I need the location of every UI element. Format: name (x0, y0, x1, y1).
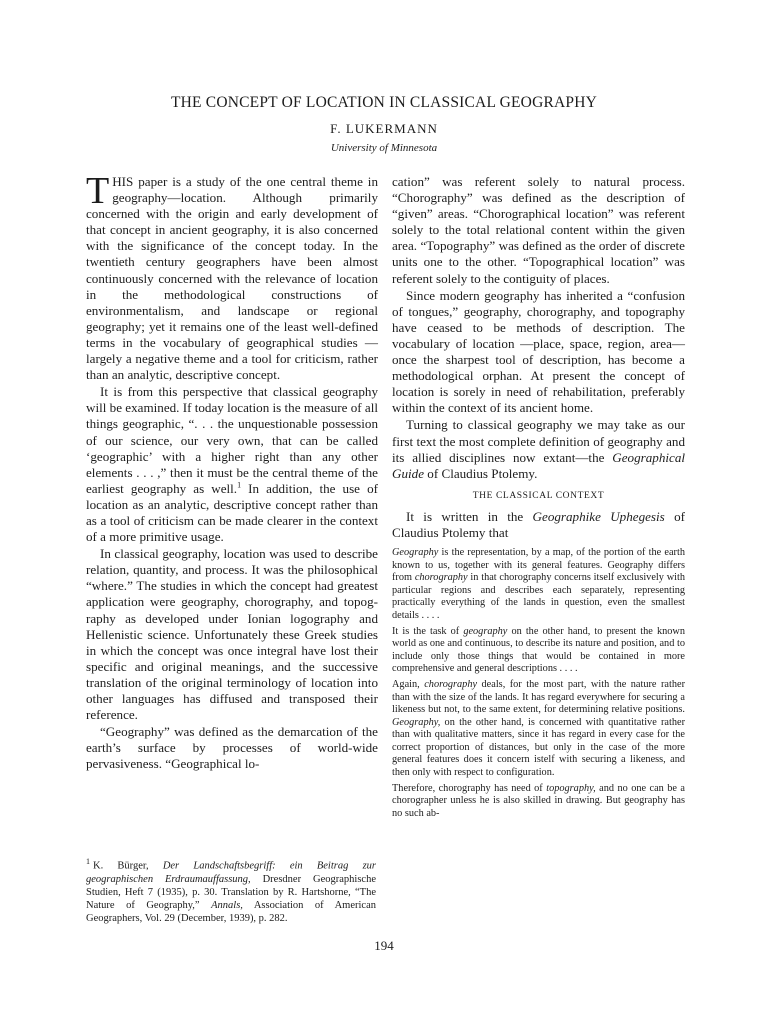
drop-cap: T (86, 170, 110, 212)
quote-text: in that chorography concerns itself exclusively with particular regions and describes each separately, representing practically everything of the lands in question, even the smallest details . . . . (392, 572, 686, 621)
footnote (86, 855, 376, 925)
body-paragraph: In classical geography, location was used to describe relation, quantity, and process. It was the philosophical “where.” The studies in which the concept had greatest application were geography, chorography, and topography as developed under Ionian logography and Hellenistic science. Unfortunately these Greek studies in which the concept was once integral have lost their specific and original meanings, and the successive translation of the original terminology of location into other languages has diffused and transposed their reference. (86, 546, 378, 723)
quote-text: deals, for the most part, with the nature rather than with the size of the lands. It has regard everywhere for securing a likeness but not, to the same extent, for determining relative positions. (392, 678, 686, 716)
body-paragraph: cation” was referent solely to natural process. “Chorography” was defined as the description of “given” areas. “Chorographical location” was referent solely to the total relational content within the given area. “Topography” was defined as the order of discrete units one to the other. “Topographical location” was referent solely to the contiguity of places. (392, 174, 685, 286)
paragraph-text: It is written in the (406, 508, 533, 524)
italic-term: geography (463, 625, 508, 637)
section-heading: THE CLASSICAL CONTEXT (472, 490, 605, 501)
italic-term: chorography (424, 678, 478, 690)
quote-paragraph (392, 679, 685, 780)
footnote-text: Association of American Geographers, Vol. 29 (December, 1939), p. 282. (86, 899, 376, 924)
quote-text: Again, (392, 678, 425, 690)
italic-title: Geographical Guide (392, 449, 685, 481)
paragraph-text: of Claudius Ptolemy that (392, 508, 685, 540)
right-column (392, 174, 685, 823)
footnote-number: 1 (86, 857, 90, 866)
quote-paragraph (392, 626, 685, 676)
footnote-text: Dresdner Geographische Studien, Heft 7 (1935), p. 30. Translation by R. Hartshorne, “The Nature of Geography,” (86, 873, 376, 911)
block-quote (392, 547, 685, 820)
paragraph-text: Turning to classical geography we may take as our first text the most complete definition of geography and its allied disciplines now extant—the (392, 417, 685, 465)
footnote-ref: 1 (237, 480, 242, 490)
body-paragraph (392, 509, 685, 541)
body-paragraph: “Geography” was defined as the demarcation of the earth’s surface by processes of world-wide pervasiveness. “Geographical lo- (86, 724, 378, 772)
quote-text: and no one can be a chorographer unless he is also skilled in drawing. But geography has no such ab- (392, 782, 686, 819)
paragraph-text: It is from this perspective that classical geography will be examined. If today location is the measure of all things geographic, “. . . the unquestionable possession of our science, our very own, that can be called ‘geographic’ with a higher right than any other elements . . . ,” then it must be the central theme of the earliest geography as well. (86, 384, 378, 496)
page-number: 194 (374, 938, 394, 953)
body-paragraph (86, 170, 378, 383)
footnote-text: K. Bürger, (93, 860, 163, 872)
quote-paragraph (392, 783, 685, 821)
paper-title: THE CONCEPT OF LOCATION IN CLASSICAL GEOGRAPHY (171, 94, 597, 111)
quote-paragraph (392, 547, 685, 623)
quote-text: on the other hand, to present the known world as one and continuous, to describe its nature and position, and to include only those things that would be contained in more comprehensive and general descriptions . . . . (392, 625, 685, 675)
quote-text: It is the task of (392, 625, 464, 637)
footnote-title: Der Landschaftsbegriff: ein Beitrag zur geographischen Erdraumauffassung, (86, 860, 376, 885)
quote-text: on the other hand, is concerned with quantitative rather than with qualitative matters, since it has regard in every case for the correct proportion of distances, but only in the case of the more general features does it concern istelf with securing a likeness, and then only with respect to configuration. (392, 716, 685, 779)
body-paragraph (86, 384, 378, 545)
italic-term: Geography, (392, 716, 441, 728)
body-paragraph (392, 417, 685, 481)
italic-term: Geography (392, 546, 439, 558)
quote-text: Therefore, chorography has need of (392, 782, 547, 794)
footnote-journal: Annals, (211, 899, 243, 911)
paragraph-text: HIS paper is a study of the one central theme in geography—location. Although primarily concerned with the origin and early development of that concept in ancient geography, it is also concerned with the significance of the concept today. In the twentieth century geographers have been almost continuously concerned with the relevance of location in the methodological constructions of environmentalism, and landscape or regional geography; yet it remains one of the least well-defined terms in the vocabulary of geographical studies — largely a negative theme and a tool for criticism, rather than an analytic, descriptive concept. (86, 174, 378, 383)
author-name: F. LUKERMANN (330, 121, 438, 136)
paragraph-text: In addition, the use of location as an analytic, descriptive concept rather than as a tool of criticism can be made clearer in the context of a more primitive usage. (86, 480, 378, 545)
body-paragraph: Since modern geography has inherited a “confusion of tongues,” geography, chorography, and topography have ceased to be methods of description. The vocabulary of location —place, space, region, area—once the sharpest tool of description, has become a methodological orphan. At present the concept of location is sorely in need of rehabilitation, preferably within the context of its ancient home. (392, 287, 685, 416)
left-column (86, 170, 378, 772)
italic-term: chorography (414, 572, 468, 584)
paragraph-text: of Claudius Ptolemy. (424, 465, 538, 481)
italic-title: Geographike Uphegesis (532, 508, 665, 524)
italic-term: topography, (546, 782, 596, 794)
quote-text: is the representation, by a map, of the portion of the earth known to us, together with its general features. Geography differs from (392, 546, 685, 584)
author-affiliation: University of Minnesota (330, 142, 438, 154)
